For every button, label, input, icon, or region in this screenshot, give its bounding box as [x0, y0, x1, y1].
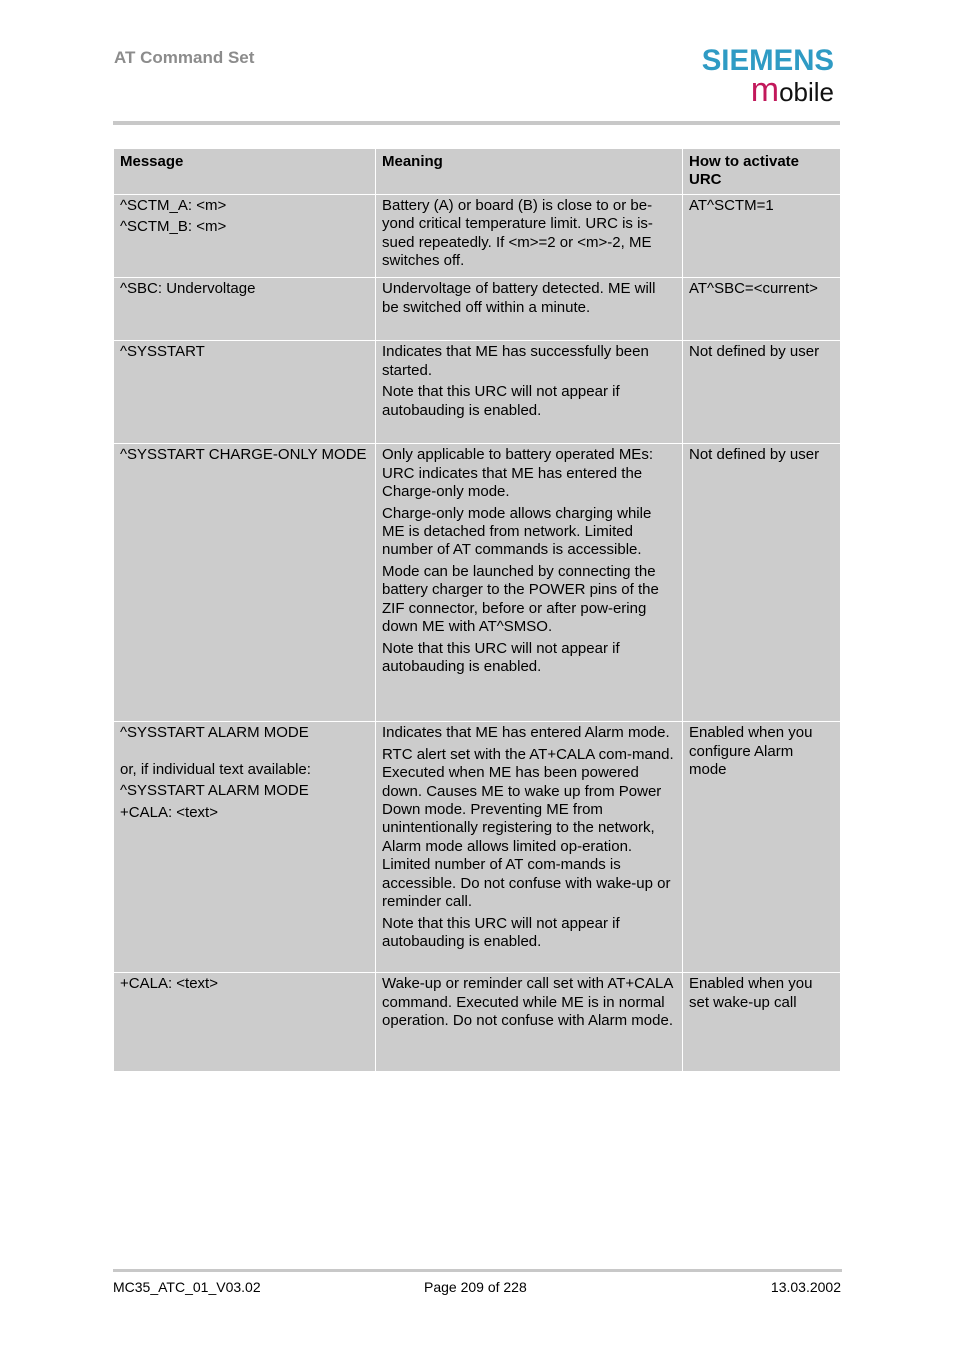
meaning-cell	[376, 444, 683, 722]
logo-brand: SIEMENS	[701, 44, 834, 77]
table-row	[114, 278, 841, 341]
meaning-cell	[376, 973, 683, 1072]
meaning-paragraph: Only applicable to battery operated MEs: URC indicates that ME has entered the Charge-only mode.	[382, 446, 653, 501]
message-cell	[114, 341, 376, 444]
table-header-row	[114, 149, 841, 195]
meaning-paragraph: Note that this URC will not appear if autobauding is enabled.	[382, 639, 620, 675]
header-title: AT Command Set	[114, 48, 255, 67]
table-row	[114, 722, 841, 973]
message-cell	[114, 194, 376, 278]
footer-page-number: Page 209 of 228	[424, 1279, 527, 1295]
activate-cell: Not defined by user	[683, 341, 841, 444]
logo-sub-m: m	[750, 71, 780, 109]
activate-cell: AT^SBC=<current>	[683, 278, 841, 341]
message-line: ^SYSSTART CHARGE-ONLY MODE	[120, 446, 367, 464]
meaning-paragraph: Note that this URC will not appear if autobauding is enabled.	[382, 383, 620, 419]
meaning-cell	[376, 278, 683, 341]
message-cell	[114, 444, 376, 722]
column-header-message: Message	[114, 149, 376, 195]
meaning-paragraph: Wake-up or reminder call set with AT+CALA command. Executed while ME is in normal operation. Do not confuse with Alarm mode.	[382, 975, 673, 1030]
table-row	[114, 444, 841, 722]
activate-cell: Enabled when you set wake-up call	[683, 973, 841, 1072]
meaning-cell	[376, 194, 683, 278]
message-line: ^SYSSTART ALARM MODE	[120, 724, 309, 742]
column-header-activate: How to activate URC	[683, 149, 841, 195]
table-row	[114, 973, 841, 1072]
meaning-paragraph: RTC alert set with the AT+CALA com-mand. Executed when ME has been powered down. Causes ME to wake up from Power Down mode. Preventing ME from unintentionally registering to the network, Alarm mode allows limited op-eration. Limited number of AT com-mands is accessible. Do not confuse with wake-up or reminder call.	[382, 745, 674, 911]
column-header-meaning: Meaning	[376, 149, 683, 195]
meaning-paragraph: Note that this URC will not appear if autobauding is enabled.	[382, 914, 620, 950]
activate-cell: Enabled when you configure Alarm mode	[683, 722, 841, 973]
message-line: ^SCTM_B: <m>	[120, 218, 227, 236]
table-row	[114, 341, 841, 444]
meaning-cell	[376, 722, 683, 973]
activate-cell: Not defined by user	[683, 444, 841, 722]
message-line: +CALA: <text>	[120, 975, 218, 993]
message-line: ^SCTM_A: <m>	[120, 196, 227, 214]
siemens-mobile-logo	[693, 44, 838, 109]
activate-cell: AT^SCTM=1	[683, 194, 841, 278]
message-line: ^SYSSTART ALARM MODE	[120, 782, 309, 800]
meaning-paragraph: Indicates that ME has entered Alarm mode.	[382, 724, 670, 742]
footer-date: 13.03.2002	[770, 1279, 841, 1295]
meaning-paragraph: Battery (A) or board (B) is close to or be-yond critical temperature limit. URC is is-sued repeatedly. If <m>=2 or <m>-2, ME switches off.	[382, 196, 653, 270]
logo-sub-rest: obile	[779, 77, 834, 107]
message-line: ^SYSSTART	[120, 343, 205, 361]
table-row	[114, 194, 841, 278]
footer-rule	[113, 1269, 842, 1272]
logo-sub	[750, 71, 834, 109]
meaning-paragraph: Undervoltage of battery detected. ME will be switched off within a minute.	[382, 280, 656, 316]
message-cell	[114, 973, 376, 1072]
message-line: ^SBC: Undervoltage	[120, 280, 256, 298]
message-cell	[114, 722, 376, 973]
meaning-paragraph: Mode can be launched by connecting the battery charger to the POWER pins of the ZIF connector, before or after pow-ering down ME with AT^SMSO.	[382, 562, 659, 636]
message-line: or, if individual text available:	[120, 760, 311, 778]
meaning-paragraph: Indicates that ME has successfully been started.	[382, 343, 649, 379]
urc-table	[113, 148, 841, 1072]
message-cell	[114, 278, 376, 341]
footer-doc-id: MC35_ATC_01_V03.02	[113, 1279, 261, 1295]
meaning-paragraph: Charge-only mode allows charging while ME is detached from network. Limited number of AT commands is accessible.	[382, 504, 652, 559]
meaning-cell	[376, 341, 683, 444]
message-line: +CALA: <text>	[120, 803, 218, 821]
header-rule	[113, 121, 840, 125]
